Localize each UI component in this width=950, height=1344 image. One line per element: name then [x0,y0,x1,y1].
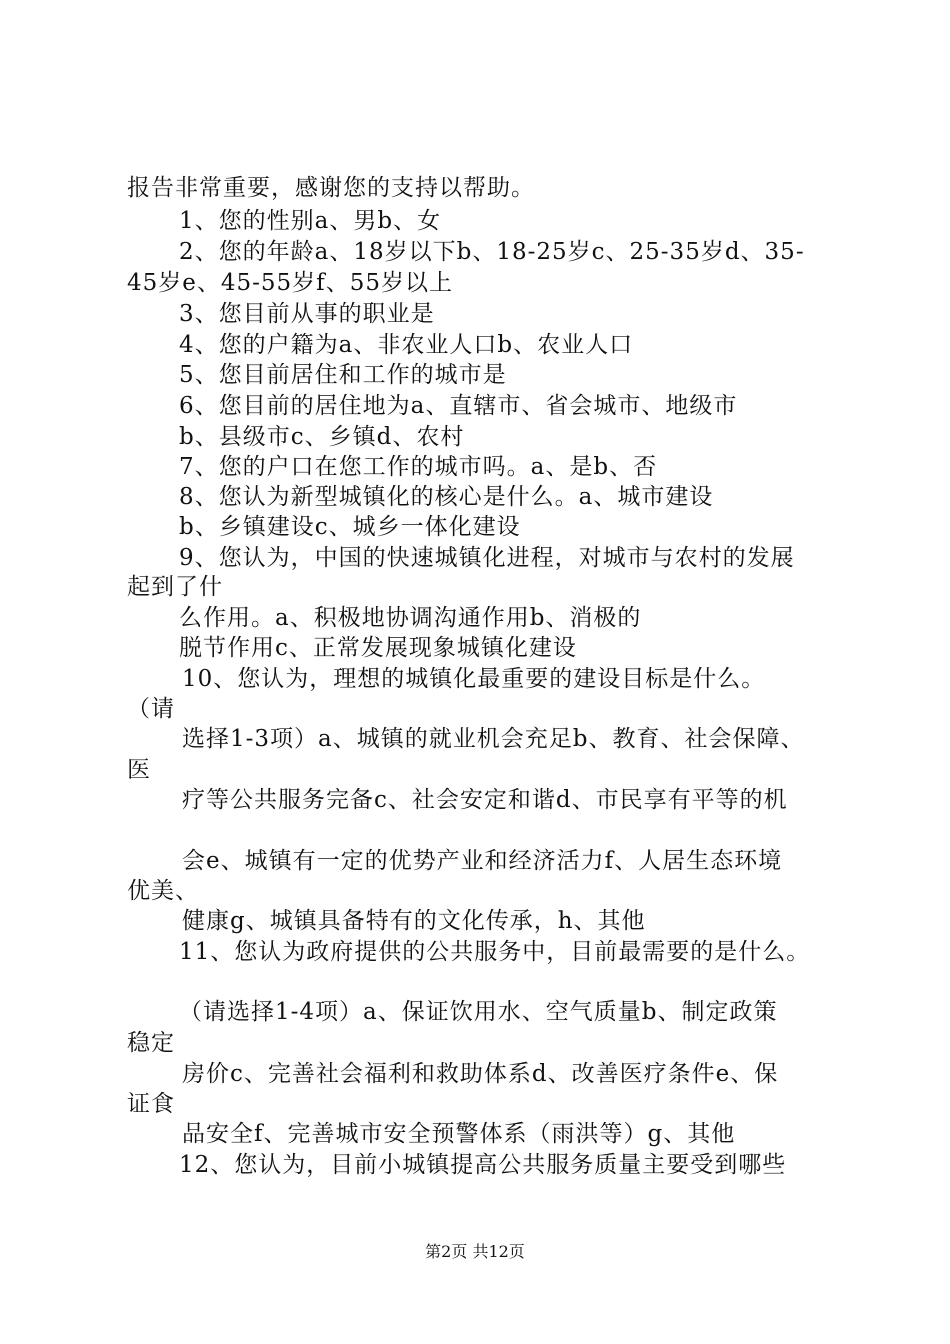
text-line-17: 10、您认为，理想的城镇化最重要的建设目标是什么。 [182,666,766,692]
text-line-28: 房价c、完善社会福利和救助体系d、改善医疗条件e、保 [182,1061,779,1087]
text-line-21: 疗等公共服务完备c、社会安定和谐d、市民享有平等的机 [182,787,788,813]
text-line-15: 么作用。a、积极地协调沟通作用b、消极的 [179,605,642,631]
page-footer: 第2页 共12页 [425,1242,525,1261]
text-line-5: 3、您目前从事的职业是 [179,301,435,327]
text-line-12: b、乡镇建设c、城乡一体化建设 [179,514,521,540]
text-line-6: 4、您的户籍为a、非农业人口b、农业人口 [179,332,634,358]
text-line-30: 品安全f、完善城市安全预警体系（雨洪等）g、其他 [182,1121,736,1147]
text-line-23: 优美、 [127,878,199,904]
text-line-24: 健康g、城镇具备特有的文化传承，h、其他 [182,908,646,934]
text-line-8: 6、您目前的居住地为a、直辖市、省会城市、地级市 [179,393,738,419]
text-line-11: 8、您认为新型城镇化的核心是什么。a、城市建设 [179,484,714,510]
text-line-29: 证食 [127,1091,175,1117]
text-line-16: 脱节作用c、正常发展现象城镇化建设 [179,635,577,661]
text-line-27: 稳定 [127,1030,175,1056]
text-line-22: 会e、城镇有一定的优势产业和经济活力f、人居生态环境 [182,848,783,874]
text-line-18: （请 [127,696,175,722]
text-line-1: 报告非常重要，感谢您的支持以帮助。 [127,175,535,201]
text-line-7: 5、您目前居住和工作的城市是 [179,362,507,388]
text-line-2: 1、您的性别a、男b、女 [179,208,442,234]
text-line-14: 起到了什 [127,574,223,600]
text-line-26: （请选择1-4项）a、保证饮用水、空气质量b、制定政策 [179,999,778,1025]
text-line-13: 9、您认为，中国的快速城镇化进程，对城市与农村的发展 [179,545,795,571]
text-line-20: 医 [127,757,151,783]
text-line-10: 7、您的户口在您工作的城市吗。a、是b、否 [179,454,658,480]
text-line-19: 选择1-3项）a、城镇的就业机会充足b、教育、社会保障、 [182,726,805,752]
text-line-31: 12、您认为，目前小城镇提高公共服务质量主要受到哪些 [179,1152,787,1178]
text-line-4: 45岁e、45-55岁f、55岁以上 [127,270,453,296]
text-line-25: 11、您认为政府提供的公共服务中，目前最需要的是什么。 [179,939,811,965]
text-line-9: b、县级市c、乡镇d、农村 [179,424,465,450]
text-line-3: 2、您的年龄a、18岁以下b、18-25岁c、25-35岁d、35- [179,239,805,265]
